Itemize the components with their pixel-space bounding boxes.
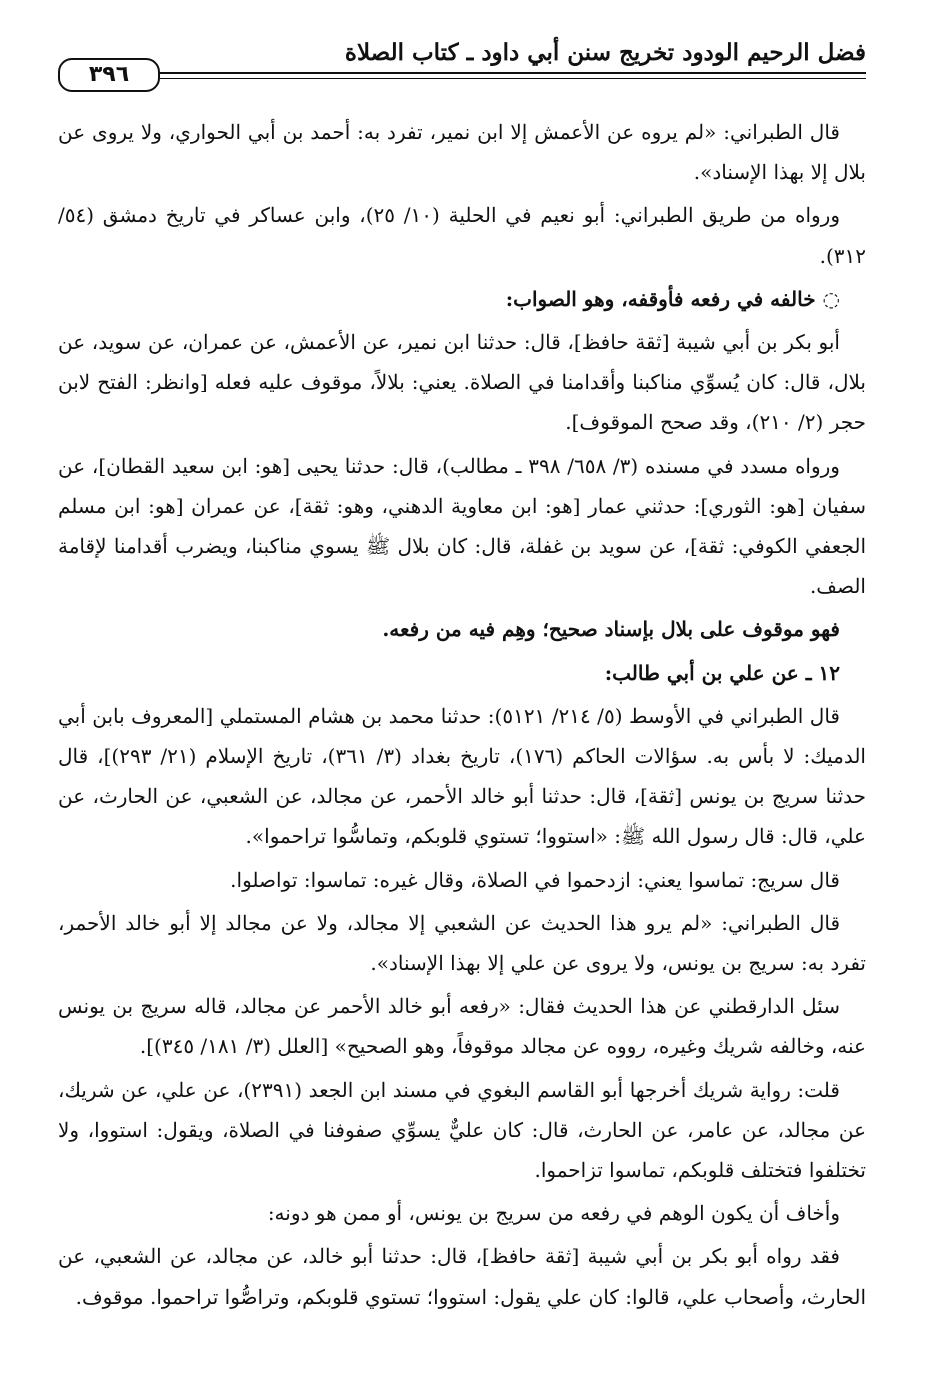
section-heading: ◌ خالفه في رفعه فأوقفه، وهو الصواب: bbox=[505, 286, 840, 311]
paragraph: ورواه من طريق الطبراني: أبو نعيم في الحلية (١٠/ ٢٥)، وابن عساكر في تاريخ دمشق (٥٤/ ٣١٢). bbox=[58, 203, 866, 268]
page-number: ٣٩٦ bbox=[58, 58, 160, 92]
paragraph: فقد رواه أبو بكر بن أبي شيبة [ثقة حافظ]، قال: حدثنا أبو خالد، عن مجالد، عن الشعبي، عن الحارث، وأصحاب علي، قالوا: كان علي يقول: استووا؛ تستوي قلوبكم، وتراصُّوا تراحموا. موقوف. bbox=[58, 1244, 866, 1309]
section-heading: ١٢ ـ عن علي بن أبي طالب: bbox=[604, 660, 840, 685]
paragraph: أبو بكر بن أبي شيبة [ثقة حافظ]، قال: حدثنا ابن نمير، عن الأعمش، عن عمران، عن سويد، عن بلال، قال: كان يُسوِّي مناكبنا وأقدامنا في الصلاة. يعني: بلالاً، موقوف عليه فعله [وانظر: الفتح لابن حجر (٢/ ٢١٠)، وقد صحح الموقوف]. bbox=[58, 330, 866, 435]
conclusion-line: فهو موقوف على بلال بإسناد صحيح؛ وهِم فيه من رفعه. bbox=[382, 617, 840, 642]
paragraph: ورواه مسدد في مسنده (٣/ ٦٥٨/ ٣٩٨ ـ مطالب)، قال: حدثنا يحيى [هو: ابن سعيد القطان]، عن سفيان [هو: الثوري]: حدثني عمار [هو: ابن معاوية الدهني، وهو: ثقة]، عن عمران [هو: ابن مسلم الجعفي الكوفي: ثقة]، عن سويد بن غفلة، قال: كان بلال ﷺ يسوي مناكبنا، ويضرب أقدامنا لإقامة الصف. bbox=[58, 453, 866, 599]
paragraph: قلت: رواية شريك أخرجها أبو القاسم البغوي في مسند ابن الجعد (٢٣٩١)، عن علي، عن شريك، عن مجالد، عن عامر، عن الحارث، قال: كان عليٌّ يسوِّي صفوفنا في الصلاة، ويقول: استووا، ولا تختلفوا فتختلف قلوبكم، تماسوا تزاحموا. bbox=[58, 1077, 866, 1183]
page-body bbox=[58, 112, 866, 1320]
paragraph: وأخاف أن يكون الوهم في رفعه من سريج بن يونس، أو ممن هو دونه: bbox=[267, 1201, 840, 1226]
header-rule bbox=[58, 72, 866, 79]
running-title: فضل الرحيم الودود تخريج سنن أبي داود ـ كتاب الصلاة bbox=[344, 39, 866, 66]
paragraph: قال الطبراني في الأوسط (٥/ ٢١٤/ ٥١٢١): حدثنا محمد بن هشام المستملي [المعروف بابن أبي الدميك: لا بأس به. سؤالات الحاكم (١٧٦)، تاريخ بغداد (٣/ ٣٦١)، تاريخ الإسلام (٢١/ ٢٩٣)]، قال حدثنا سريج بن يونس [ثقة]، قال: حدثنا أبو خالد الأحمر، عن مجالد، عن الشعبي، عن الحارث، عن علي، قال: قال رسول الله ﷺ: «استووا؛ تستوي قلوبكم، وتماسُّوا تراحموا». bbox=[58, 703, 866, 849]
paragraph: قال سريج: تماسوا يعني: ازدحموا في الصلاة، وقال غيره: تماسوا: تواصلوا. bbox=[230, 867, 840, 892]
paragraph: قال الطبراني: «لم يرو هذا الحديث عن الشعبي إلا مجالد، ولا عن مجالد إلا أبو خالد الأحمر، تفرد به: سريج بن يونس، ولا يروى عن علي إلا بهذا الإسناد». bbox=[58, 910, 866, 976]
paragraph: قال الطبراني: «لم يروه عن الأعمش إلا ابن نمير، تفرد به: أحمد بن أبي الحواري، ولا يروى عن بلال إلا بهذا الإسناد». bbox=[58, 120, 866, 185]
paragraph: سئل الدارقطني عن هذا الحديث فقال: «رفعه أبو خالد الأحمر عن مجالد، قاله سريج بن يونس عنه، وخالفه شريك وغيره، رووه عن مجالد موقوفاً، وهو الصحيح» [العلل (٣/ ١٨١/ ٣٤٥)]. bbox=[58, 994, 866, 1059]
page-header bbox=[58, 38, 866, 96]
